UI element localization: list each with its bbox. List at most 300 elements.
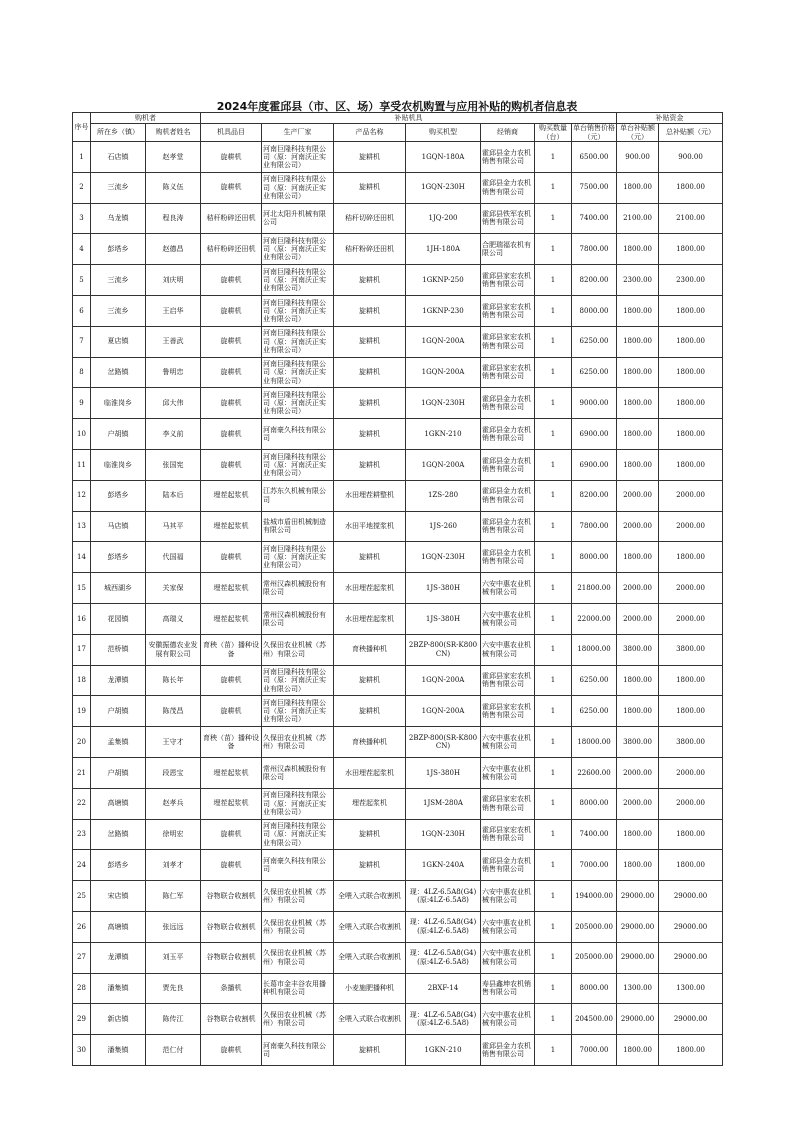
cell-price: 7800.00	[572, 511, 617, 542]
cell-total-subsidy: 3800.00	[659, 727, 723, 758]
table-row	[73, 449, 723, 480]
header-town: 所在乡（镇）	[91, 124, 146, 142]
cell-dealer: 霍邱县金力农机销售有限公司	[481, 142, 535, 173]
cell-dealer: 霍邱县铁军农机销售有限公司	[481, 203, 535, 234]
cell-dealer: 六安中惠农业机械有限公司	[481, 573, 535, 604]
cell-model: 1GKN-240A	[406, 850, 481, 881]
cell-model: 1GKN-210	[406, 1035, 481, 1066]
cell-price: 6250.00	[572, 696, 617, 727]
cell-model: 1GQN-230H	[406, 388, 481, 419]
header-qty: 购买数量（台）	[535, 124, 572, 142]
cell-manufacturer: 久保田农业机械（苏州）有限公司	[262, 634, 334, 665]
cell-qty: 1	[535, 542, 572, 573]
cell-unit-subsidy: 2000.00	[617, 757, 659, 788]
cell-no: 23	[73, 819, 91, 850]
table-row	[73, 172, 723, 203]
cell-qty: 1	[535, 573, 572, 604]
cell-qty: 1	[535, 665, 572, 696]
cell-name: 鲁明忠	[146, 357, 201, 388]
table-row	[73, 881, 723, 912]
cell-no: 30	[73, 1035, 91, 1066]
cell-price: 8000.00	[572, 542, 617, 573]
cell-manufacturer: 常州汉森机械股份有限公司	[262, 603, 334, 634]
cell-product: 旋耕机	[334, 326, 406, 357]
cell-model: 现：4LZ-6.5A8(G4)(原:4LZ-6.5A8)	[406, 942, 481, 973]
table-row	[73, 295, 723, 326]
cell-price: 7400.00	[572, 203, 617, 234]
table-row	[73, 788, 723, 819]
cell-product: 旋耕机	[334, 542, 406, 573]
cell-manufacturer: 江苏东久机械有限公司	[262, 480, 334, 511]
cell-product: 旋耕机	[334, 295, 406, 326]
cell-manufacturer: 河南豪久科技有限公司	[262, 850, 334, 881]
cell-name: 王善武	[146, 326, 201, 357]
cell-town: 三流乡	[91, 295, 146, 326]
cell-dealer: 六安中惠农业机械有限公司	[481, 911, 535, 942]
cell-total-subsidy: 1800.00	[659, 295, 723, 326]
cell-town: 临淮岗乡	[91, 388, 146, 419]
cell-price: 6250.00	[572, 665, 617, 696]
cell-town: 临淮岗乡	[91, 449, 146, 480]
cell-name: 陈仁军	[146, 881, 201, 912]
cell-name: 刘庆明	[146, 265, 201, 296]
cell-model: 1GQN-200A	[406, 357, 481, 388]
cell-no: 3	[73, 203, 91, 234]
cell-no: 14	[73, 542, 91, 573]
cell-model: 现：4LZ-6.5A8(G4)(原:4LZ-6.5A8)	[406, 881, 481, 912]
cell-name: 关家保	[146, 573, 201, 604]
cell-no: 18	[73, 665, 91, 696]
cell-price: 204500.00	[572, 1004, 617, 1035]
cell-unit-subsidy: 1800.00	[617, 295, 659, 326]
cell-price: 9000.00	[572, 388, 617, 419]
cell-total-subsidy: 2000.00	[659, 788, 723, 819]
table-row	[73, 265, 723, 296]
cell-model: 1GQN-230H	[406, 172, 481, 203]
cell-dealer: 寿县鑫坤农机销售有限公司	[481, 973, 535, 1004]
cell-dealer: 六安中惠农业机械有限公司	[481, 1004, 535, 1035]
cell-product: 秸秆粉碎还田机	[334, 234, 406, 265]
cell-qty: 1	[535, 511, 572, 542]
table-row	[73, 234, 723, 265]
cell-town: 花园镇	[91, 603, 146, 634]
cell-no: 24	[73, 850, 91, 881]
cell-manufacturer: 河南巨隆科技有限公司（原：河南沃正实业有限公司）	[262, 788, 334, 819]
cell-category: 旋耕机	[201, 819, 262, 850]
cell-category: 育秧（苗）播种设备	[201, 634, 262, 665]
cell-unit-subsidy: 2000.00	[617, 480, 659, 511]
cell-manufacturer: 河南巨隆科技有限公司（原：河南沃正实业有限公司）	[262, 388, 334, 419]
cell-name: 安徽振德农业发展有限公司	[146, 634, 201, 665]
cell-category: 埋茬起浆机	[201, 757, 262, 788]
cell-model: 1GKN-210	[406, 419, 481, 450]
cell-model: 现：4LZ-6.5A8(G4)(原:4LZ-6.5A8)	[406, 1004, 481, 1035]
cell-model: 1JS-380H	[406, 757, 481, 788]
cell-no: 16	[73, 603, 91, 634]
cell-price: 7800.00	[572, 234, 617, 265]
cell-product: 全喂入式联合收割机	[334, 881, 406, 912]
cell-no: 17	[73, 634, 91, 665]
cell-product: 水田埋茬起浆机	[334, 603, 406, 634]
cell-unit-subsidy: 29000.00	[617, 1004, 659, 1035]
cell-unit-subsidy: 2000.00	[617, 573, 659, 604]
cell-qty: 1	[535, 265, 572, 296]
cell-price: 18000.00	[572, 727, 617, 758]
cell-name: 陆本后	[146, 480, 201, 511]
cell-total-subsidy: 1800.00	[659, 172, 723, 203]
header-model: 购买机型	[406, 124, 481, 142]
cell-dealer: 霍邱县金力农机销售有限公司	[481, 542, 535, 573]
cell-product: 全喂入式联合收割机	[334, 1004, 406, 1035]
cell-no: 10	[73, 419, 91, 450]
cell-price: 194000.00	[572, 881, 617, 912]
cell-name: 赵德昌	[146, 234, 201, 265]
cell-dealer: 六安中惠农业机械有限公司	[481, 634, 535, 665]
cell-model: 2BXF-14	[406, 973, 481, 1004]
header-price: 单台销售价格（元）	[573, 124, 616, 141]
cell-name: 代国福	[146, 542, 201, 573]
cell-qty: 1	[535, 326, 572, 357]
header-group-funds: 补贴资金	[617, 113, 723, 124]
cell-model: 2BZP-800(SR-K800CN)	[406, 634, 481, 665]
cell-name: 陈传江	[146, 1004, 201, 1035]
cell-price: 205000.00	[572, 911, 617, 942]
cell-category: 埋茬起浆机	[201, 511, 262, 542]
cell-manufacturer: 河南巨隆科技有限公司（原：河南沃正实业有限公司）	[262, 265, 334, 296]
cell-unit-subsidy: 1800.00	[617, 172, 659, 203]
cell-model: 1JQ-200	[406, 203, 481, 234]
cell-product: 旋耕机	[334, 1035, 406, 1066]
cell-price: 21800.00	[572, 573, 617, 604]
table-row	[73, 357, 723, 388]
cell-model: 1GKNP-230	[406, 295, 481, 326]
cell-no: 13	[73, 511, 91, 542]
header-group-buyer: 购机者	[91, 113, 201, 124]
cell-dealer: 霍邱县家宏农机销售有限公司	[481, 788, 535, 819]
cell-town: 岔路镇	[91, 819, 146, 850]
cell-dealer: 霍邱县金力农机销售有限公司	[481, 172, 535, 203]
cell-no: 9	[73, 388, 91, 419]
cell-manufacturer: 河南巨隆科技有限公司（原：河南沃正实业有限公司）	[262, 696, 334, 727]
cell-manufacturer: 常州汉森机械股份有限公司	[262, 757, 334, 788]
cell-category: 谷物联合收割机	[201, 911, 262, 942]
cell-qty: 1	[535, 788, 572, 819]
cell-no: 1	[73, 142, 91, 173]
cell-dealer: 霍邱县金力农机销售有限公司	[481, 850, 535, 881]
cell-unit-subsidy: 1800.00	[617, 419, 659, 450]
cell-name: 范仁付	[146, 1035, 201, 1066]
cell-town: 彭塔乡	[91, 850, 146, 881]
cell-name: 陈茂昌	[146, 696, 201, 727]
cell-category: 旋耕机	[201, 295, 262, 326]
cell-no: 12	[73, 480, 91, 511]
cell-model: 1ZS-280	[406, 480, 481, 511]
header-group-machine: 补贴机具	[201, 113, 617, 124]
cell-price: 6250.00	[572, 357, 617, 388]
cell-qty: 1	[535, 727, 572, 758]
cell-product: 水田埋茬起浆机	[334, 757, 406, 788]
cell-total-subsidy: 29000.00	[659, 881, 723, 912]
cell-total-subsidy: 1800.00	[659, 850, 723, 881]
cell-name: 王守才	[146, 727, 201, 758]
cell-category: 谷物联合收割机	[201, 1004, 262, 1035]
cell-model: 1GQN-200A	[406, 696, 481, 727]
cell-manufacturer: 河南巨隆科技有限公司（原：河南沃正实业有限公司）	[262, 819, 334, 850]
cell-price: 6500.00	[572, 142, 617, 173]
cell-category: 条播机	[201, 973, 262, 1004]
cell-manufacturer: 河南豪久科技有限公司	[262, 1035, 334, 1066]
cell-manufacturer: 河南巨隆科技有限公司（原：河南沃正实业有限公司）	[262, 295, 334, 326]
cell-name: 赵孝堂	[146, 142, 201, 173]
cell-town: 乌龙镇	[91, 203, 146, 234]
table-row	[73, 911, 723, 942]
cell-no: 6	[73, 295, 91, 326]
cell-name: 张国宪	[146, 449, 201, 480]
table-row	[73, 603, 723, 634]
cell-product: 旋耕机	[334, 449, 406, 480]
cell-unit-subsidy: 2000.00	[617, 511, 659, 542]
cell-qty: 1	[535, 973, 572, 1004]
cell-town: 彭塔乡	[91, 234, 146, 265]
cell-qty: 1	[535, 142, 572, 173]
cell-qty: 1	[535, 388, 572, 419]
cell-no: 15	[73, 573, 91, 604]
cell-unit-subsidy: 1800.00	[617, 234, 659, 265]
cell-dealer: 六安中惠农业机械有限公司	[481, 757, 535, 788]
cell-no: 21	[73, 757, 91, 788]
cell-town: 马店镇	[91, 511, 146, 542]
header-unit-subsidy: 单台补贴额（元）	[617, 124, 659, 142]
cell-no: 27	[73, 942, 91, 973]
header-total-subsidy: 总补贴额（元）	[659, 124, 723, 142]
cell-unit-subsidy: 2000.00	[617, 788, 659, 819]
cell-qty: 1	[535, 172, 572, 203]
cell-qty: 1	[535, 850, 572, 881]
cell-qty: 1	[535, 942, 572, 973]
cell-category: 秸秆粉碎还田机	[201, 234, 262, 265]
cell-qty: 1	[535, 1004, 572, 1035]
table-row	[73, 942, 723, 973]
cell-price: 7000.00	[572, 1035, 617, 1066]
cell-product: 水田埋茬耕整机	[334, 480, 406, 511]
cell-product: 旋耕机	[334, 357, 406, 388]
table-row	[73, 542, 723, 573]
table-row	[73, 388, 723, 419]
cell-total-subsidy: 29000.00	[659, 942, 723, 973]
table-row	[73, 727, 723, 758]
cell-price: 6250.00	[572, 326, 617, 357]
cell-dealer: 六安中惠农业机械有限公司	[481, 881, 535, 912]
cell-model: 1JS-260	[406, 511, 481, 542]
cell-manufacturer: 河南巨隆科技有限公司（原：河南沃正实业有限公司）	[262, 234, 334, 265]
cell-price: 6900.00	[572, 419, 617, 450]
cell-manufacturer: 河南豪久科技有限公司	[262, 419, 334, 450]
table-row	[73, 696, 723, 727]
cell-price: 7000.00	[572, 850, 617, 881]
cell-no: 25	[73, 881, 91, 912]
cell-town: 岔路镇	[91, 357, 146, 388]
table-row	[73, 665, 723, 696]
cell-no: 19	[73, 696, 91, 727]
cell-town: 高塘镇	[91, 911, 146, 942]
cell-manufacturer: 河南巨隆科技有限公司（原：河南沃正实业有限公司）	[262, 665, 334, 696]
cell-manufacturer: 常州汉森机械股份有限公司	[262, 573, 334, 604]
cell-no: 28	[73, 973, 91, 1004]
cell-unit-subsidy: 1800.00	[617, 449, 659, 480]
cell-name: 马其平	[146, 511, 201, 542]
header-name: 购机者姓名	[146, 124, 201, 142]
table-row	[73, 850, 723, 881]
table-row	[73, 1004, 723, 1035]
cell-name: 陈长年	[146, 665, 201, 696]
cell-manufacturer: 河南巨隆科技有限公司（原：河南沃正实业有限公司）	[262, 357, 334, 388]
cell-dealer: 霍邱县金力农机销售有限公司	[481, 419, 535, 450]
cell-total-subsidy: 29000.00	[659, 911, 723, 942]
cell-unit-subsidy: 1800.00	[617, 326, 659, 357]
cell-price: 22600.00	[572, 757, 617, 788]
cell-no: 26	[73, 911, 91, 942]
cell-manufacturer: 盐城市盾田机械制造有限公司	[262, 511, 334, 542]
cell-town: 新店镇	[91, 1004, 146, 1035]
cell-category: 旋耕机	[201, 665, 262, 696]
cell-product: 埋茬起浆机	[334, 788, 406, 819]
cell-town: 宋店镇	[91, 881, 146, 912]
cell-dealer: 霍邱县金力农机销售有限公司	[481, 1035, 535, 1066]
cell-model: 1JH-180A	[406, 234, 481, 265]
cell-name: 刘玉平	[146, 942, 201, 973]
cell-name: 程良涛	[146, 203, 201, 234]
cell-product: 秸秆切碎还田机	[334, 203, 406, 234]
cell-dealer: 霍邱县家宏农机销售有限公司	[481, 665, 535, 696]
cell-product: 旋耕机	[334, 172, 406, 203]
cell-price: 8200.00	[572, 480, 617, 511]
cell-dealer: 霍邱县家宏农机销售有限公司	[481, 326, 535, 357]
cell-dealer: 霍邱县家宏农机销售有限公司	[481, 295, 535, 326]
cell-dealer: 霍邱县金力农机销售有限公司	[481, 511, 535, 542]
cell-total-subsidy: 1800.00	[659, 419, 723, 450]
cell-qty: 1	[535, 419, 572, 450]
cell-dealer: 霍邱县家宏农机销售有限公司	[481, 819, 535, 850]
cell-model: 2BZP-800(SR-K800CN)	[406, 727, 481, 758]
cell-total-subsidy: 1800.00	[659, 665, 723, 696]
cell-unit-subsidy: 1800.00	[617, 357, 659, 388]
cell-no: 22	[73, 788, 91, 819]
cell-category: 旋耕机	[201, 542, 262, 573]
cell-no: 4	[73, 234, 91, 265]
cell-unit-subsidy: 1800.00	[617, 388, 659, 419]
cell-dealer: 霍邱县金力农机销售有限公司	[481, 388, 535, 419]
cell-qty: 1	[535, 480, 572, 511]
cell-qty: 1	[535, 234, 572, 265]
cell-total-subsidy: 1800.00	[659, 326, 723, 357]
cell-price: 7500.00	[572, 172, 617, 203]
header-index: 序号	[73, 113, 91, 142]
cell-total-subsidy: 2000.00	[659, 757, 723, 788]
cell-no: 29	[73, 1004, 91, 1035]
cell-town: 龙潭镇	[91, 665, 146, 696]
cell-category: 谷物联合收割机	[201, 942, 262, 973]
cell-dealer: 六安中惠农业机械有限公司	[481, 942, 535, 973]
cell-manufacturer: 长葛市金丰谷农用播种机有限公司	[262, 973, 334, 1004]
cell-model: 1GQN-230H	[406, 542, 481, 573]
cell-total-subsidy: 1800.00	[659, 449, 723, 480]
cell-model: 现：4LZ-6.5A8(G4)(原:4LZ-6.5A8)	[406, 911, 481, 942]
cell-manufacturer: 久保田农业机械（苏州）有限公司	[262, 881, 334, 912]
cell-total-subsidy: 3800.00	[659, 634, 723, 665]
cell-name: 段恩宝	[146, 757, 201, 788]
cell-manufacturer: 久保田农业机械（苏州）有限公司	[262, 1004, 334, 1035]
cell-dealer: 霍邱县金力农机销售有限公司	[481, 449, 535, 480]
cell-total-subsidy: 2100.00	[659, 203, 723, 234]
cell-category: 旋耕机	[201, 1035, 262, 1066]
cell-category: 谷物联合收割机	[201, 881, 262, 912]
cell-no: 11	[73, 449, 91, 480]
cell-product: 旋耕机	[334, 142, 406, 173]
cell-dealer: 霍邱县金力农机销售有限公司	[481, 480, 535, 511]
cell-town: 三流乡	[91, 265, 146, 296]
cell-qty: 1	[535, 819, 572, 850]
cell-unit-subsidy: 2300.00	[617, 265, 659, 296]
cell-town: 潘集镇	[91, 1035, 146, 1066]
cell-model: 1GKNP-250	[406, 265, 481, 296]
cell-qty: 1	[535, 449, 572, 480]
cell-manufacturer: 河北太阳升机械有限公司	[262, 203, 334, 234]
cell-price: 6900.00	[572, 449, 617, 480]
cell-category: 旋耕机	[201, 142, 262, 173]
cell-town: 孟集镇	[91, 727, 146, 758]
cell-price: 8000.00	[572, 973, 617, 1004]
table-row	[73, 757, 723, 788]
header-product: 产品名称	[334, 124, 406, 142]
cell-no: 8	[73, 357, 91, 388]
cell-total-subsidy: 2000.00	[659, 603, 723, 634]
cell-category: 秸秆粉碎还田机	[201, 203, 262, 234]
cell-price: 8000.00	[572, 295, 617, 326]
cell-product: 旋耕机	[334, 388, 406, 419]
cell-no: 2	[73, 172, 91, 203]
cell-price: 8000.00	[572, 788, 617, 819]
cell-category: 旋耕机	[201, 172, 262, 203]
cell-model: 1JS-380H	[406, 603, 481, 634]
cell-town: 三流乡	[91, 172, 146, 203]
cell-manufacturer: 河南巨隆科技有限公司（原：河南沃正实业有限公司）	[262, 326, 334, 357]
cell-name: 李义前	[146, 419, 201, 450]
cell-qty: 1	[535, 1035, 572, 1066]
cell-manufacturer: 河南巨隆科技有限公司（原：河南沃正实业有限公司）	[262, 172, 334, 203]
cell-total-subsidy: 2300.00	[659, 265, 723, 296]
table-row	[73, 973, 723, 1004]
cell-model: 1JSM-280A	[406, 788, 481, 819]
cell-unit-subsidy: 1800.00	[617, 850, 659, 881]
cell-dealer: 霍邱县家宏农机销售有限公司	[481, 696, 535, 727]
cell-total-subsidy: 2000.00	[659, 480, 723, 511]
cell-unit-subsidy: 1800.00	[617, 696, 659, 727]
cell-manufacturer: 久保田农业机械（苏州）有限公司	[262, 911, 334, 942]
cell-town: 城西湖乡	[91, 573, 146, 604]
cell-name: 赵孝兵	[146, 788, 201, 819]
header-category: 机具品目	[201, 124, 262, 142]
cell-product: 全喂入式联合收割机	[334, 911, 406, 942]
cell-price: 8200.00	[572, 265, 617, 296]
cell-category: 旋耕机	[201, 265, 262, 296]
table-row	[73, 1035, 723, 1066]
cell-qty: 1	[535, 357, 572, 388]
cell-manufacturer: 河南巨隆科技有限公司（原：河南沃正实业有限公司）	[262, 142, 334, 173]
cell-total-subsidy: 1800.00	[659, 234, 723, 265]
cell-unit-subsidy: 2000.00	[617, 603, 659, 634]
cell-product: 旋耕机	[334, 819, 406, 850]
cell-product: 育秧播种机	[334, 634, 406, 665]
